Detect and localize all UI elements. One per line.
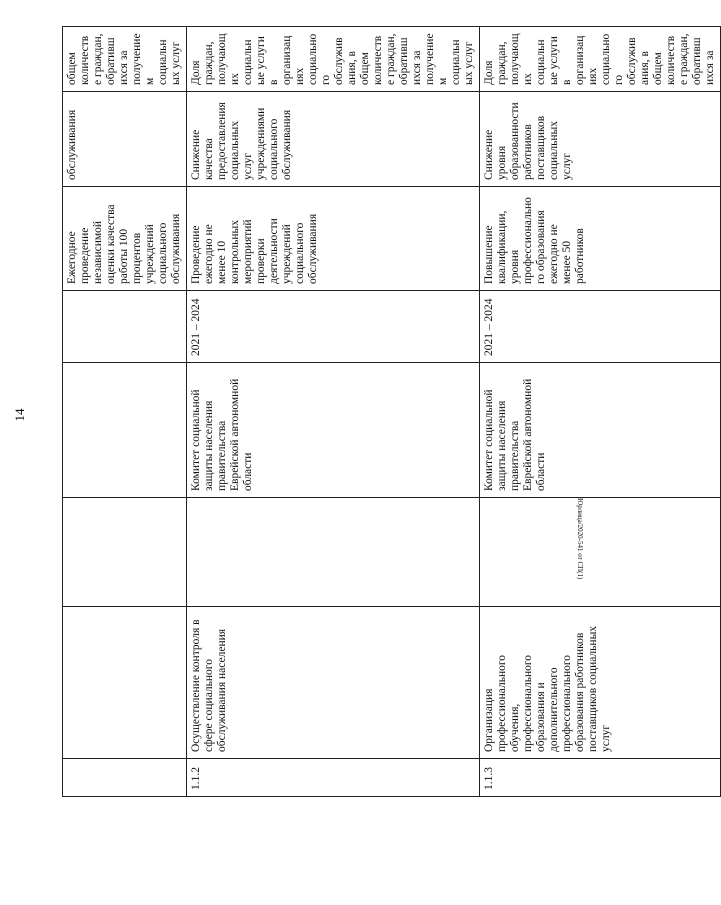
period-cell xyxy=(63,291,187,363)
expected-result-cell: Повышение квалификации, уровня профессионального образования ежегодно не менее 50 работников xyxy=(480,187,721,291)
consequence-cell: обслуживания xyxy=(63,92,187,187)
executor-cell xyxy=(63,363,187,498)
empty-cell xyxy=(480,498,721,607)
executor-cell: Комитет социальной защиты населения правительства Еврейской автономной области xyxy=(187,363,480,498)
indicator-cell: общем количестве граждан, обратившихся за получением социальных услуг xyxy=(63,27,187,92)
period-cell: 2021 – 2024 xyxy=(187,291,480,363)
row-number-cell xyxy=(63,759,187,797)
document-id-footer: Юрлица/2020-541 от СП(1) xyxy=(576,498,584,580)
executor-cell: Комитет социальной защиты населения правительства Еврейской автономной области xyxy=(480,363,721,498)
row-number-cell: 1.1.2 xyxy=(187,759,480,797)
row-number-cell: 1.1.3 xyxy=(480,759,721,797)
indicator-cell: Доля граждан, получающих социальные услуги в организациях социального обслуживания, в общем количестве граждан, обратившихся за xyxy=(480,27,721,92)
period-cell: 2021 – 2024 xyxy=(480,291,721,363)
consequence-cell: Снижение качества предоставления социальных услуг учреждениями социального обслуживания xyxy=(187,92,480,187)
measure-name-cell xyxy=(63,607,187,759)
table-row xyxy=(480,27,721,797)
expected-result-cell: Проведение ежегодно не менее 10 контрольных мероприятий проверки деятельности учреждений социального обслуживания xyxy=(187,187,480,291)
empty-cell xyxy=(187,498,480,607)
measures-table xyxy=(62,26,721,797)
indicator-cell: Доля граждан, получающих социальные услуги в организациях социального обслуживания, в общем количестве граждан, обратившихся за получением социальных услуг xyxy=(187,27,480,92)
table-row xyxy=(187,27,480,797)
empty-cell xyxy=(63,498,187,607)
table-row xyxy=(63,27,187,797)
measure-name-cell: Осуществление контроля в сфере социального обслуживания населения xyxy=(187,607,480,759)
page-number: 14 xyxy=(12,408,27,422)
consequence-cell: Снижение уровня образованности работников поставщиков социальных услуг xyxy=(480,92,721,187)
expected-result-cell: Ежегодное проведение независимой оценки качества работы 100 процентов учреждений социального обслуживания xyxy=(63,187,187,291)
measure-name-cell: Организация профессионального обучения, профессионального образования и дополнительного профессионального образования работников поставщиков социальных услуг xyxy=(480,607,721,759)
